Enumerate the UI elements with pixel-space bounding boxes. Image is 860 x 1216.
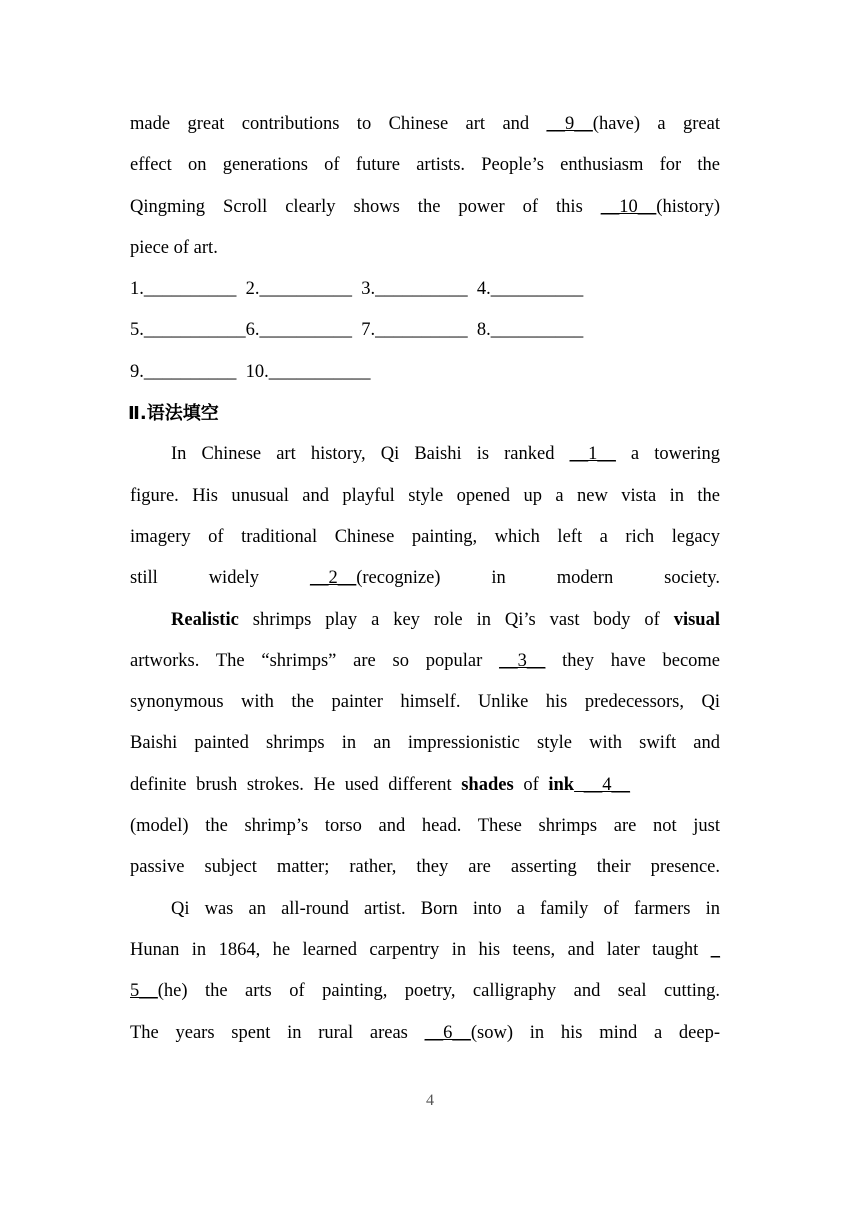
bold-word: ink xyxy=(548,774,575,795)
answer-blank[interactable]: __9__ xyxy=(546,114,593,134)
passage-line: 5__(he) the arts of painting, poetry, calligraphy and seal cutting. xyxy=(130,981,720,1002)
section-heading: Ⅱ.语法填空 xyxy=(128,403,219,425)
passage-line: figure. His unusual and playful style opened up a new vista in the xyxy=(130,485,720,506)
passage-line: synonymous with the painter himself. Unlike his predecessors, Qi xyxy=(130,692,720,713)
passage-line: imagery of traditional Chinese painting, which left a rich legacy xyxy=(130,526,720,547)
answer-blank[interactable]: __4__ xyxy=(574,774,630,795)
passage-line: piece of art. xyxy=(130,237,218,258)
bold-word: Realistic xyxy=(171,609,239,630)
answer-blank[interactable]: __1__ xyxy=(569,444,616,465)
answer-line[interactable]: 9.__________ 10.___________ xyxy=(130,361,371,382)
passage-line: definite brush strokes. He used different shades of ink __4__ xyxy=(130,774,630,795)
passage-line: effect on generations of future artists. People’s enthusiasm for the xyxy=(130,155,720,176)
passage-line: Realistic shrimps play a key role in Qi’s vast body of visual xyxy=(171,609,720,630)
passage-line: In Chinese art history, Qi Baishi is ranked __1__ a towering xyxy=(171,444,720,465)
answer-blank[interactable]: __6__ xyxy=(424,1022,471,1043)
answer-blank[interactable]: __10__ xyxy=(600,196,657,217)
answer-line[interactable]: 1.__________ 2.__________ 3.__________ 4.__________ xyxy=(130,279,584,300)
document-body xyxy=(130,104,720,1054)
passage-line: made great contributions to Chinese art and __9__(have) a great xyxy=(130,114,720,134)
passage-line: Baishi painted shrimps in an impressionistic style with swift and xyxy=(130,733,720,754)
passage-line: Qingming Scroll clearly shows the power of this __10__(history) xyxy=(130,196,720,217)
answer-blank[interactable]: 5__ xyxy=(130,981,158,1002)
passage-line: (model) the shrimp’s torso and head. These shrimps are not just xyxy=(130,816,720,837)
passage-line: The years spent in rural areas __6__(sow) in his mind a deep- xyxy=(130,1022,721,1043)
passage-line: artworks. The “shrimps” are so popular __3__ they have become xyxy=(130,650,721,671)
passage-line: passive subject matter; rather, they are asserting their presence. xyxy=(130,857,720,878)
passage-line: Qi was an all-round artist. Born into a family of farmers in xyxy=(171,898,720,919)
bold-word: shades xyxy=(461,774,514,795)
passage-line: Hunan in 1864, he learned carpentry in his teens, and later taught _ xyxy=(130,939,720,960)
passage-line: still widely __2__(recognize) in modern society. xyxy=(130,568,720,589)
answer-blank[interactable]: __3__ xyxy=(499,650,546,671)
answer-line[interactable]: 5.___________6.__________ 7.__________ 8.__________ xyxy=(130,320,584,341)
bold-word: visual xyxy=(673,609,720,630)
answer-blank[interactable]: __2__ xyxy=(309,568,357,589)
answer-blank[interactable]: _ xyxy=(710,939,720,960)
page-number: 4 xyxy=(426,1092,434,1109)
